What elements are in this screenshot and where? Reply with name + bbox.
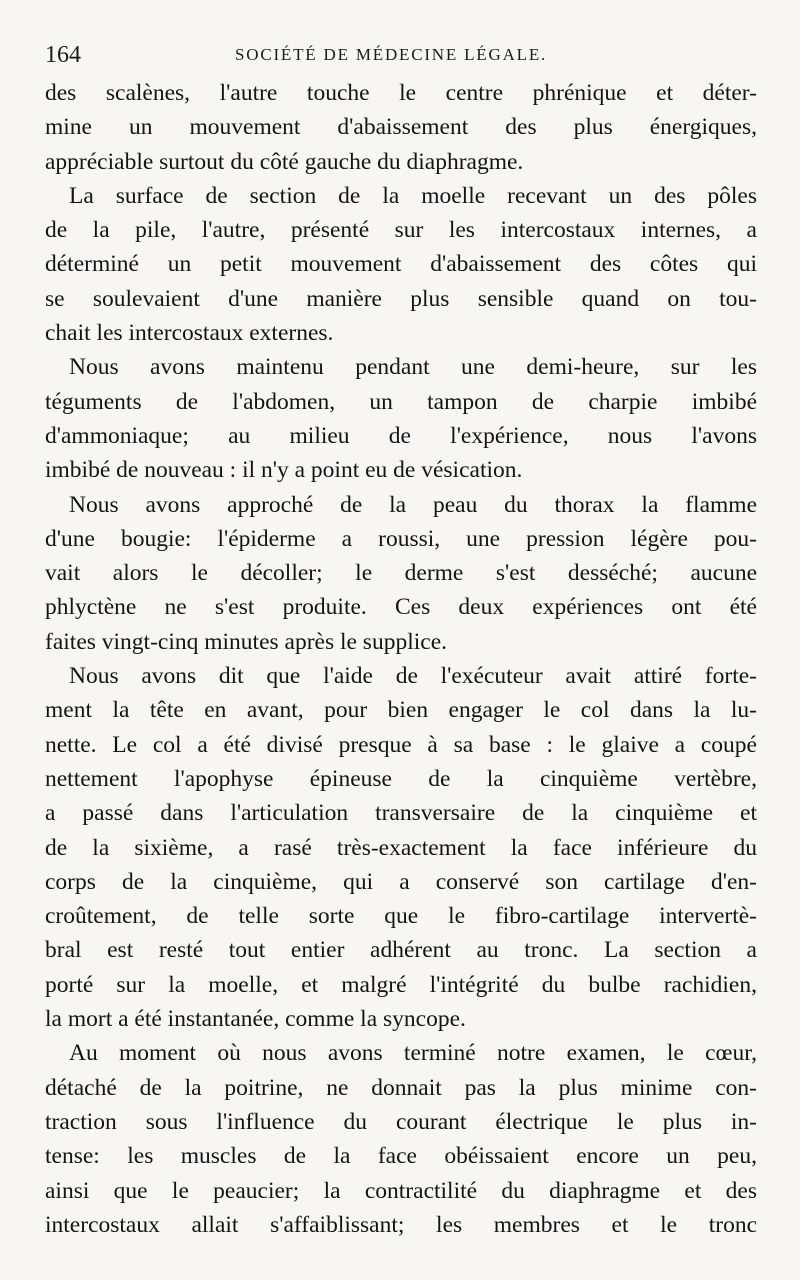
text-line: a passé dans l'articulation transversaire de la cinquième et (45, 800, 757, 827)
paragraph-first-line: Nous avons dit que l'aide de l'exécuteur avait attiré forte- (69, 663, 757, 690)
text-line: chait les intercostaux externes. (45, 320, 334, 347)
paragraph-first-line: Nous avons maintenu pendant une demi-heure, sur les (69, 354, 757, 381)
text-line: ainsi que le peaucier; la contractilité du diaphragme et des (45, 1177, 757, 1204)
text-line: de la pile, l'autre, présenté sur les intercostaux internes, a (45, 217, 757, 244)
page-header (45, 38, 775, 72)
text-line: intercostaux allait s'affaiblissant; les membres et le tronc (45, 1211, 757, 1238)
text-line: croûtement, de telle sorte que le fibro-cartilage intervertè- (45, 903, 757, 930)
text-line: des scalènes, l'autre touche le centre phrénique et déter- (45, 80, 757, 106)
text-line: ment la tête en avant, pour bien engager le col dans la lu- (45, 697, 757, 724)
paragraph-first-line: Nous avons approché de la peau du thorax la flamme (69, 491, 757, 518)
text-line: se soulevaient d'une manière plus sensible quand on tou- (45, 285, 757, 312)
text-line: traction sous l'influence du courant électrique le plus in- (45, 1108, 757, 1135)
text-line: faites vingt-cinq minutes après le supplice. (45, 628, 448, 655)
text-line: imbibé de nouveau : il n'y a point eu de vésication. (45, 457, 523, 484)
text-line: détaché de la poitrine, ne donnait pas la plus minime con- (45, 1074, 757, 1101)
text-line: appréciable surtout du côté gauche du diaphragme. (45, 148, 524, 175)
text-line: téguments de l'abdomen, un tampon de charpie imbibé (45, 388, 757, 415)
running-head: SOCIÉTÉ DE MÉDECINE LÉGALE. (235, 45, 548, 64)
text-line: vait alors le décoller; le derme s'est desséché; aucune (45, 560, 757, 587)
text-line: déterminé un petit mouvement d'abaissement des côtes qui (45, 251, 757, 278)
page-number: 164 (45, 42, 81, 68)
text-line: d'une bougie: l'épiderme a roussi, une pression légère pou- (45, 525, 757, 552)
text-line: porté sur la moelle, et malgré l'intégrité du bulbe rachidien, (45, 971, 757, 998)
text-line: de la sixième, a rasé très-exactement la face inférieure du (45, 834, 757, 861)
text-line: la mort a été instantanée, comme la syncope. (45, 1006, 466, 1033)
text-line: corps de la cinquième, qui a conservé son cartilage d'en- (45, 868, 757, 895)
text-line: nette. Le col a été divisé presque à sa base : le glaive a coupé (45, 731, 757, 758)
paragraph-first-line: Au moment où nous avons terminé notre examen, le cœur, (69, 1040, 757, 1067)
paragraph-first-line: La surface de section de la moelle recevant un des pôles (69, 182, 757, 209)
body-text (45, 76, 757, 1242)
text-line: tense: les muscles de la face obéissaient encore un peu, (45, 1143, 757, 1170)
text-line: d'ammoniaque; au milieu de l'expérience, nous l'avons (45, 422, 757, 449)
text-line: phlyctène ne s'est produite. Ces deux expériences ont été (45, 594, 757, 621)
text-line: mine un mouvement d'abaissement des plus énergiques, (45, 114, 757, 141)
text-line: bral est resté tout entier adhérent au tronc. La section a (45, 937, 757, 964)
text-line: nettement l'apophyse épineuse de la cinquième vertèbre, (45, 765, 757, 792)
